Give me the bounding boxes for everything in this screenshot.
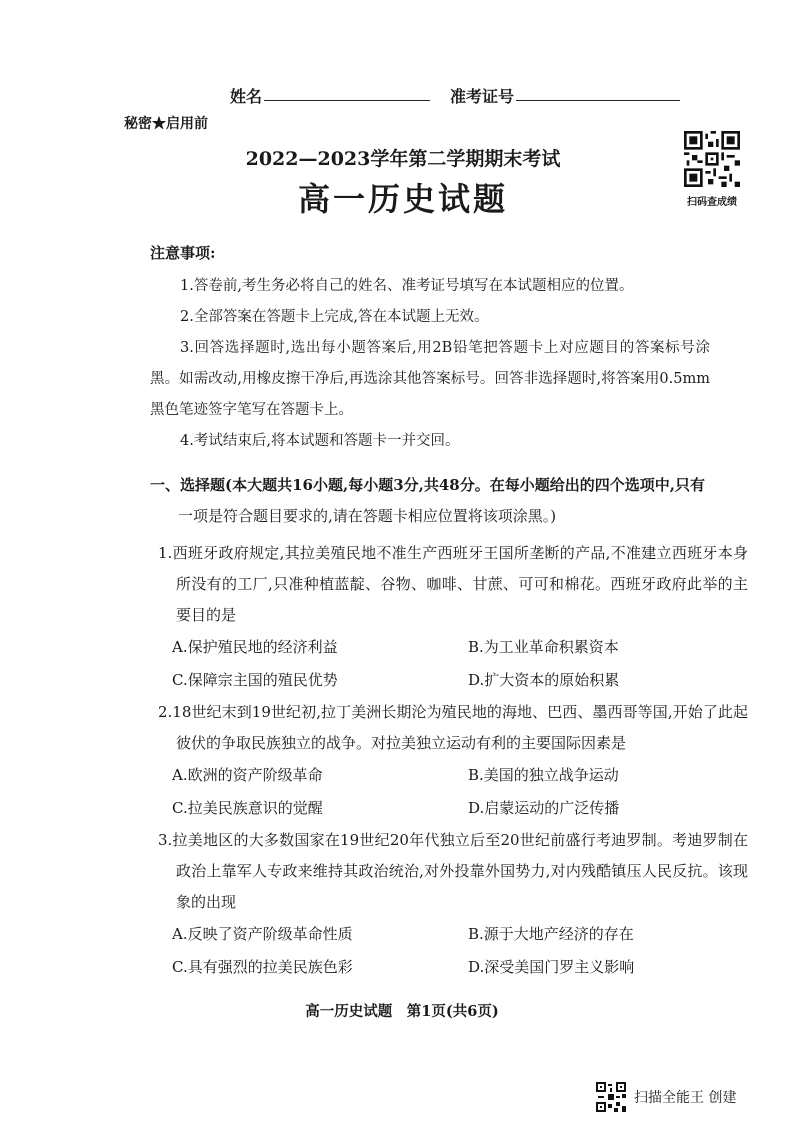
option-d: D.深受美国门罗主义影响 [468,958,635,976]
option-b: B.为工业革命积累资本 [468,638,619,656]
question-3 [158,825,748,984]
question-1 [158,538,748,697]
name-label: 姓名 [230,87,263,106]
qr-caption: 扫码查成绩 [687,197,737,208]
option-c: C.保障宗主国的殖民优势 [172,671,338,689]
question-stem: 3.拉美地区的大多数国家在19世纪20年代独立后至20世纪前盛行考迪罗制。考迪罗制在政治上靠军人专政来维持其政治统治,对外投靠外国势力,对内残酷镇压人民反抗。该现象的出现 [158,831,748,911]
question-list [158,538,748,984]
option-group [158,759,748,825]
section-heading-block [150,470,748,532]
scanner-qr-icon [596,1082,626,1112]
option-a: A.欧洲的资产阶级革命 [172,766,323,784]
option-a: A.反映了资产阶级革命性质 [172,925,353,943]
option-group [158,631,748,697]
option-d: D.启蒙运动的广泛传播 [468,799,620,817]
instructions-heading: 注意事项: [150,244,216,262]
instruction-item: 4.考试结束后,将本试题和答题卡一并交回。 [180,433,460,449]
question-2 [158,697,748,825]
instruction-item: 2.全部答案在答题卡上完成,答在本试题上无效。 [180,309,489,325]
section-heading: 一、选择题(本大题共16小题,每小题3分,共48分。在每小题给出的四个选项中,只有 [150,476,705,494]
option-b: B.美国的独立战争运动 [468,766,619,784]
exam-title: 2022—2023学年第二学期期末考试 [245,148,561,170]
exam-number-field[interactable] [516,100,680,101]
option-c: C.具有强烈的拉美民族色彩 [172,958,353,976]
scanner-text: 扫描全能王 创建 [634,1090,737,1106]
instruction-item: 1.答卷前,考生务必将自己的姓名、准考证号填写在本试题相应的位置。 [180,278,634,294]
qr-code-icon[interactable] [684,131,740,187]
name-field[interactable] [264,100,430,101]
exam-number-label: 准考证号 [450,87,515,106]
option-d: D.扩大资本的原始积累 [468,671,620,689]
instructions [150,238,710,457]
instruction-item: 3.回答选择题时,选出每小题答案后,用2B铅笔把答题卡上对应题目的答案标号涂黑。如需改动,用橡皮擦干净后,再选涂其他答案标号。回答非选择题时,将答案用0.5mm黑色笔迹签字笔写在答题卡上。 [150,340,710,418]
question-stem: 2.18世纪末到19世纪初,拉丁美洲长期沦为殖民地的海地、巴西、墨西哥等国,开始了此起彼伏的争取民族独立的战争。对拉美独立运动有利的主要国际因素是 [158,703,748,752]
option-b: B.源于大地产经济的存在 [468,925,634,943]
option-group [158,918,748,984]
subject-title: 高一历史试题 [297,180,508,218]
section-heading-continued: 一项是符合题目要求的,请在答题卡相应位置将该项涂黑。) [178,507,557,525]
confidential-mark: 秘密★启用前 [124,116,208,132]
option-a: A.保护殖民地的经济利益 [172,638,338,656]
option-c: C.拉美民族意识的觉醒 [172,799,323,817]
scanner-watermark [596,1082,736,1112]
page-footer: 高一历史试题 第1页(共6页) [305,1003,499,1020]
question-stem: 1.西班牙政府规定,其拉美殖民地不准生产西班牙王国所垄断的产品,不准建立西班牙本身所没有的工厂,只准种植蓝靛、谷物、咖啡、甘蔗、可可和棉花。西班牙政府此举的主要目的是 [158,544,748,624]
